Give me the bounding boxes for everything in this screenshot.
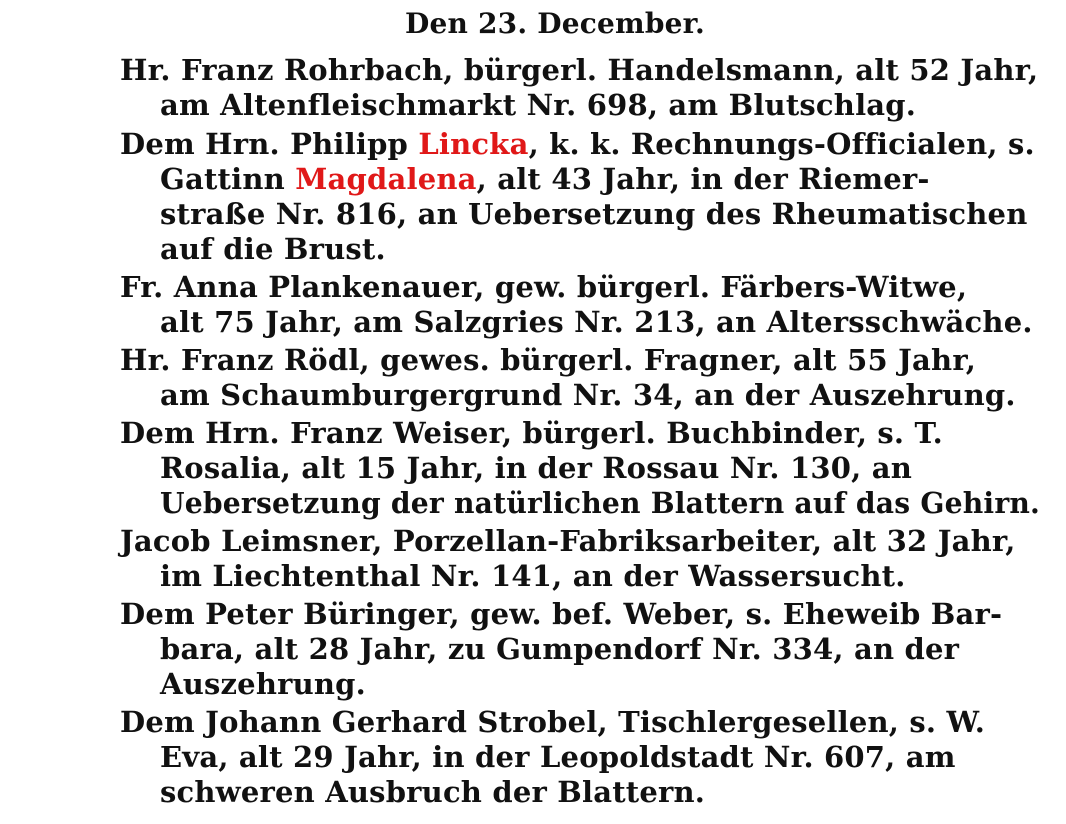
text-line bbox=[160, 739, 956, 775]
text-line bbox=[120, 342, 976, 378]
text-line bbox=[160, 161, 930, 197]
text-segment: auf die Brust. bbox=[160, 232, 386, 266]
text-segment: Dem Peter Büringer, gew. bef. Weber, s. Eheweib Bar- bbox=[120, 597, 1003, 631]
text-segment: am Altenfleischmarkt Nr. 698, am Blutschlag. bbox=[160, 88, 917, 122]
highlighted-name: Magdalena bbox=[295, 162, 477, 196]
date-heading: Den 23. December. bbox=[405, 7, 705, 40]
text-line bbox=[160, 631, 959, 667]
text-segment: Fr. Anna Plankenauer, gew. bürgerl. Färbers-Witwe, bbox=[120, 270, 968, 304]
text-segment: Dem Hrn. Philipp bbox=[120, 127, 419, 161]
text-line bbox=[120, 52, 1039, 88]
text-segment: schweren Ausbruch der Blattern. bbox=[160, 775, 706, 809]
text-line bbox=[160, 377, 1016, 413]
text-line bbox=[160, 558, 906, 594]
text-segment: , alt 43 Jahr, in der Riemer- bbox=[476, 162, 930, 196]
text-line bbox=[120, 415, 943, 451]
text-line bbox=[160, 450, 912, 486]
text-line bbox=[120, 126, 1035, 162]
text-segment: Auszehrung. bbox=[160, 667, 366, 701]
text-segment: Uebersetzung der natürlichen Blattern auf das Gehirn. bbox=[160, 486, 1041, 520]
text-segment: straße Nr. 816, an Uebersetzung des Rheumatischen bbox=[160, 197, 1028, 231]
text-segment: Gattinn bbox=[160, 162, 296, 196]
text-segment: Rosalia, alt 15 Jahr, in der Rossau Nr. 130, an bbox=[160, 451, 912, 485]
text-segment: Dem Johann Gerhard Strobel, Tischlergesellen, s. W. bbox=[120, 705, 986, 739]
text-segment: Eva, alt 29 Jahr, in der Leopoldstadt Nr. 607, am bbox=[160, 740, 956, 774]
text-segment: alt 75 Jahr, am Salzgries Nr. 213, an Altersschwäche. bbox=[160, 305, 1033, 339]
text-segment: bara, alt 28 Jahr, zu Gumpendorf Nr. 334, an der bbox=[160, 632, 960, 666]
text-segment: im Liechtenthal Nr. 141, an der Wassersucht. bbox=[160, 559, 906, 593]
text-line bbox=[160, 304, 1033, 340]
text-segment: , k. k. Rechnungs-Officialen, s. bbox=[528, 127, 1035, 161]
text-segment: Hr. Franz Rödl, gewes. bürgerl. Fragner, alt 55 Jahr, bbox=[120, 343, 976, 377]
text-line bbox=[120, 269, 967, 305]
text-line bbox=[120, 523, 1016, 559]
text-line bbox=[160, 231, 386, 267]
text-line bbox=[160, 196, 1027, 232]
text-line bbox=[120, 596, 1002, 632]
text-segment: am Schaumburgergrund Nr. 34, an der Auszehrung. bbox=[160, 378, 1016, 412]
text-line bbox=[160, 666, 366, 702]
text-segment: Jacob Leimsner, Porzellan-Fabriksarbeiter, alt 32 Jahr, bbox=[120, 524, 1016, 558]
text-line bbox=[160, 774, 705, 810]
text-line bbox=[160, 87, 916, 123]
text-line bbox=[160, 485, 1040, 521]
highlighted-name: Lincka bbox=[418, 127, 529, 161]
text-segment: Hr. Franz Rohrbach, bürgerl. Handelsmann, alt 52 Jahr, bbox=[120, 53, 1039, 87]
text-line bbox=[120, 704, 985, 740]
text-segment: Dem Hrn. Franz Weiser, bürgerl. Buchbinder, s. T. bbox=[120, 416, 943, 450]
